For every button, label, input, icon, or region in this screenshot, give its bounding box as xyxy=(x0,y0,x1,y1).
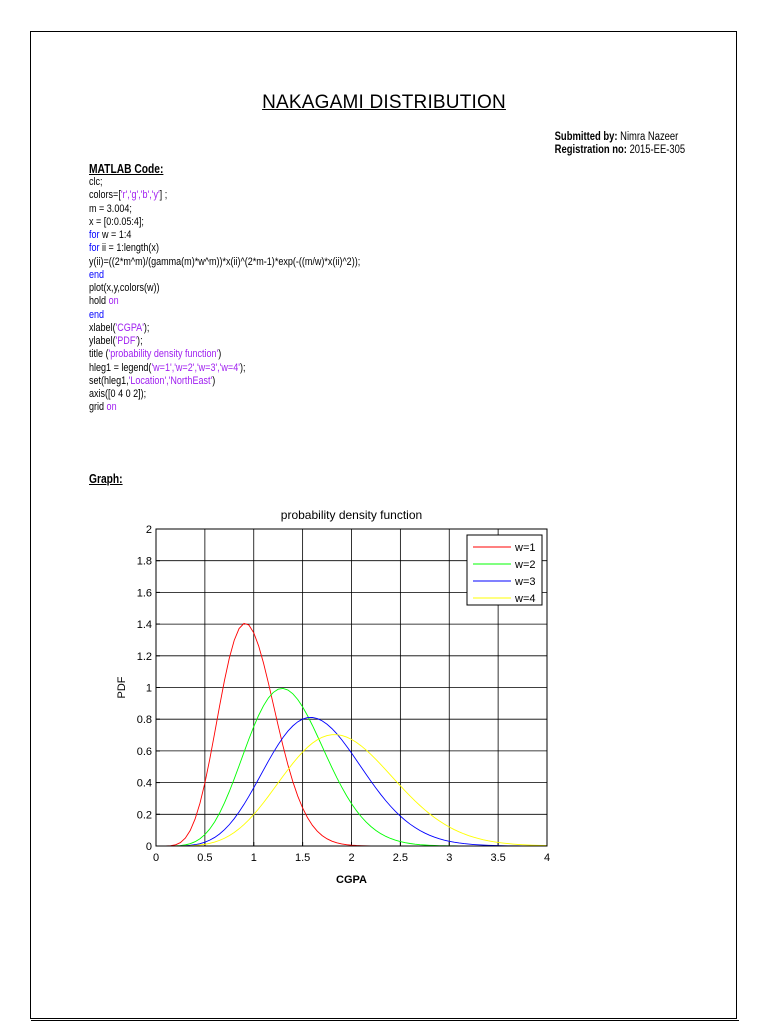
y-tick-label: 1 xyxy=(145,682,152,695)
code-string: 'PDF' xyxy=(115,335,138,347)
code-text: ); xyxy=(239,361,246,374)
code-keyword: end xyxy=(89,268,105,281)
code-text: ) xyxy=(218,348,222,361)
code-text: ii = 1:length(x) xyxy=(99,242,159,255)
submitted-by-value: Nimra Nazeer xyxy=(617,131,679,143)
code-text: axis([0 4 0 2]); xyxy=(89,388,147,400)
y-axis-label: PDF xyxy=(116,676,128,699)
code-text: hleg1 = legend( xyxy=(89,361,152,374)
x-tick-label: 3 xyxy=(446,852,453,864)
legend xyxy=(467,535,542,605)
code-heading: MATLAB Code: xyxy=(89,162,164,176)
legend-label: w=4 xyxy=(515,593,536,605)
code-line xyxy=(89,282,360,295)
registration-line xyxy=(555,144,685,157)
legend-label: w=2 xyxy=(515,559,536,571)
code-line xyxy=(89,348,360,361)
x-tick-label: 3.5 xyxy=(490,852,506,864)
x-axis-label: CGPA xyxy=(336,874,367,886)
code-keyword: for xyxy=(89,242,100,255)
code-string: 'probability density function' xyxy=(108,348,219,361)
code-keyword: for xyxy=(89,229,100,241)
code-text: y(ii)=((2*m^m)/(gamma(m)*w^m))*x(ii)^(2*m-1)*exp(-((m/w)*x(ii)^2)); xyxy=(89,255,361,268)
legend-label: w=3 xyxy=(515,576,536,588)
code-line xyxy=(89,203,360,216)
code-text: xlabel( xyxy=(89,321,116,334)
code-string: 'w=1','w=2','w=3','w=4' xyxy=(151,361,240,374)
submitted-by-label: Submitted by: xyxy=(554,131,618,143)
y-tick-label: 0.2 xyxy=(136,809,152,822)
code-line xyxy=(89,335,360,348)
code-line xyxy=(89,362,360,375)
registration-label: Registration no: xyxy=(554,144,627,156)
y-tick-label: 1.4 xyxy=(136,619,152,632)
code-text: set(hleg1, xyxy=(89,374,129,387)
y-tick-label: 0.4 xyxy=(136,777,152,790)
code-text: hold xyxy=(89,295,109,308)
code-line xyxy=(89,176,360,189)
y-tick-label: 0 xyxy=(145,841,152,853)
code-text: colors=[ xyxy=(89,189,121,202)
code-line xyxy=(89,309,360,322)
y-tick-label: 1.2 xyxy=(136,650,152,663)
x-tick-label: 4 xyxy=(543,852,551,864)
code-block xyxy=(89,176,360,415)
code-line xyxy=(89,322,360,335)
page-title: NAKAGAMI DISTRIBUTION xyxy=(262,92,506,113)
code-text: ); xyxy=(143,321,150,334)
nakagami-chart xyxy=(100,500,560,895)
code-text: ] ; xyxy=(159,189,168,202)
y-tick-label: 0.8 xyxy=(136,714,152,727)
code-string: 'CGPA' xyxy=(115,321,144,334)
code-text: w = 1:4 xyxy=(99,229,132,241)
code-line xyxy=(89,295,360,308)
code-text: x = [0:0.05:4]; xyxy=(89,215,144,228)
x-tick-label: 0.5 xyxy=(197,852,213,864)
x-tick-label: 0 xyxy=(152,852,160,864)
y-tick-label: 2 xyxy=(145,524,152,536)
submission-info xyxy=(555,131,685,157)
code-line xyxy=(89,242,360,255)
code-string: 'Location','NorthEast' xyxy=(128,374,213,387)
graph-heading: Graph: xyxy=(89,472,123,486)
x-tick-label: 1.5 xyxy=(294,852,311,864)
registration-value: 2015-EE-305 xyxy=(626,144,685,156)
code-line xyxy=(89,229,360,242)
code-text: clc; xyxy=(89,176,103,188)
x-tick-label: 2.5 xyxy=(392,852,409,864)
submitted-by-line xyxy=(555,131,685,144)
code-text: m = 3.004; xyxy=(89,202,132,215)
chart-title: probability density function xyxy=(280,508,423,522)
code-text: grid xyxy=(89,401,107,414)
code-line xyxy=(89,189,360,202)
code-line xyxy=(89,216,360,229)
code-text: ) xyxy=(212,374,216,387)
code-text: ylabel( xyxy=(89,335,116,347)
y-tick-label: 1.6 xyxy=(136,587,152,600)
code-keyword: end xyxy=(89,308,105,321)
x-tick-label: 1 xyxy=(250,852,257,864)
legend-label: w=1 xyxy=(515,542,536,554)
code-string: on xyxy=(108,295,119,308)
code-line xyxy=(89,256,360,269)
y-tick-label: 1.8 xyxy=(136,555,152,568)
code-line xyxy=(89,401,360,414)
code-line xyxy=(89,269,360,282)
code-text: plot(x,y,colors(w)) xyxy=(89,282,160,294)
code-line xyxy=(89,375,360,388)
code-string: on xyxy=(106,401,117,414)
code-string: 'r','g','b','y' xyxy=(120,189,160,202)
y-tick-label: 0.6 xyxy=(136,745,152,758)
code-line xyxy=(89,388,360,401)
code-text: ); xyxy=(137,335,143,347)
x-tick-label: 2 xyxy=(348,852,355,864)
code-text: title ( xyxy=(89,348,109,361)
